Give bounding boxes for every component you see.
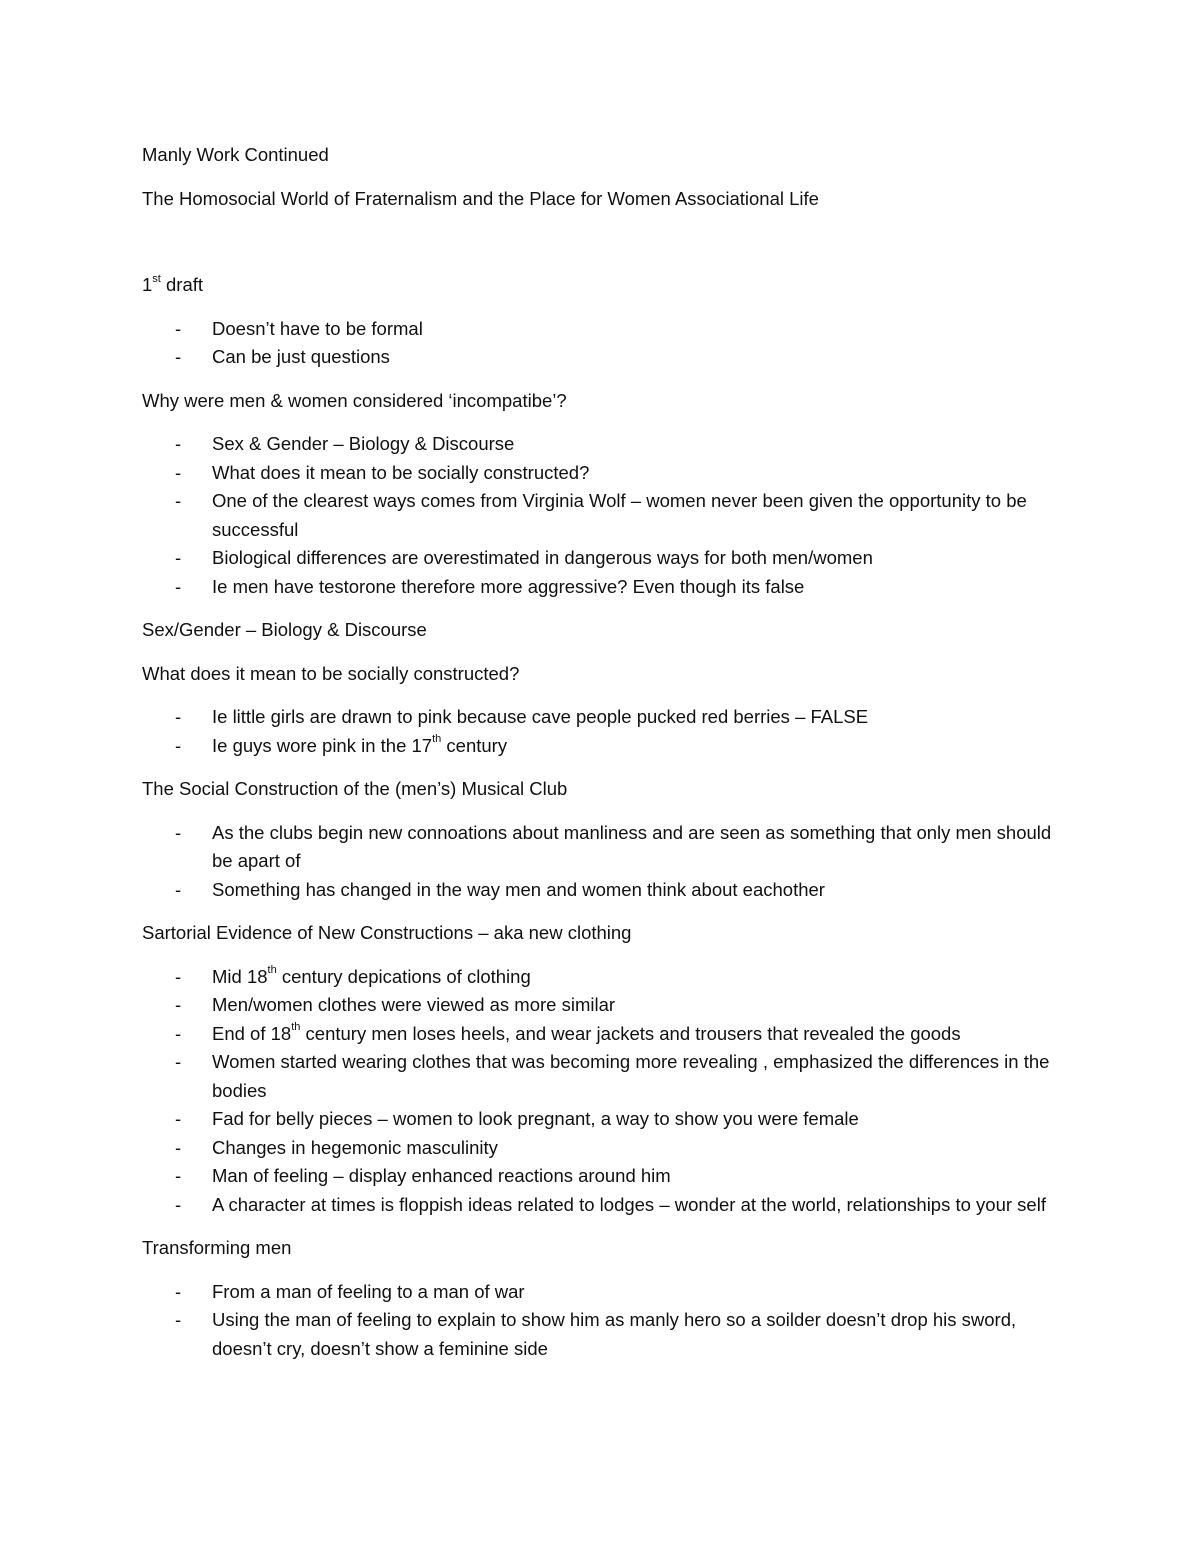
transforming-list xyxy=(142,1278,1072,1364)
list-item: - Mid 18th century depications of clothing xyxy=(142,963,1072,992)
sexgender-heading: Sex/Gender – Biology & Discourse xyxy=(142,619,427,640)
club-list xyxy=(142,819,1072,905)
blank-line xyxy=(142,228,1072,271)
bullet-dash: - xyxy=(175,461,182,483)
bullet-dash: - xyxy=(175,1165,182,1186)
sartorial-heading: Sartorial Evidence of New Constructions – aka new clothing xyxy=(142,922,632,943)
bullet-dash: - xyxy=(175,575,182,597)
list-item: - Doesn’t have to be formal xyxy=(142,315,1072,344)
bullet-dash: - xyxy=(175,706,182,727)
bullet-dash: - xyxy=(175,994,182,1015)
document-body xyxy=(142,141,1072,1378)
draft-superscript: st xyxy=(152,272,161,285)
bullet-dash: - xyxy=(175,346,182,367)
document-subtitle: The Homosocial World of Fraternalism and the Place for Women Associational Life xyxy=(142,187,819,209)
list-item: - Fad for belly pieces – women to look pregnant, a way to show you were female xyxy=(142,1105,1072,1134)
bullet-dash: - xyxy=(175,878,182,900)
list-item: - Man of feeling – display enhanced reactions around him xyxy=(142,1162,1072,1191)
list-item: - Changes in hegemonic masculinity xyxy=(142,1134,1072,1163)
bullet-dash: - xyxy=(175,547,182,568)
list-item: - Men/women clothes were viewed as more similar xyxy=(142,991,1072,1020)
club-heading: The Social Construction of the (men’s) Musical Club xyxy=(142,778,568,799)
why-list xyxy=(142,430,1072,601)
draft-number: 1 xyxy=(142,274,153,295)
bullet-dash: - xyxy=(175,1108,182,1129)
draft-heading xyxy=(142,271,1072,300)
bullet-dash: - xyxy=(175,490,182,511)
list-item: - Something has changed in the way men and women think about eachother xyxy=(142,876,1072,905)
bullet-dash: - xyxy=(175,1136,182,1158)
bullet-dash: - xyxy=(175,965,182,987)
social-list xyxy=(142,703,1072,760)
draft-list xyxy=(142,315,1072,372)
list-item: - Biological differences are overestimated in dangerous ways for both men/women xyxy=(142,544,1072,573)
bullet-dash: - xyxy=(175,1280,182,1302)
bullet-dash: - xyxy=(175,1022,182,1044)
bullet-dash: - xyxy=(175,1309,182,1330)
bullet-dash: - xyxy=(175,317,182,339)
list-item: - Using the man of feeling to explain to show him as manly hero so a soilder doesn’t drop his sword, doesn’t cry, doesn’t show a feminine side xyxy=(142,1306,1072,1363)
list-item: - Can be just questions xyxy=(142,343,1072,372)
why-heading: Why were men & women considered ‘incompatibe’? xyxy=(142,389,567,411)
bullet-dash: - xyxy=(175,433,182,454)
social-heading: What does it mean to be socially constructed? xyxy=(142,662,520,684)
document-title: Manly Work Continued xyxy=(142,144,329,165)
list-item: - As the clubs begin new connoations about manliness and are seen as something that only men should be apart of xyxy=(142,819,1072,876)
list-item: - Ie little girls are drawn to pink because cave people pucked red berries – FALSE xyxy=(142,703,1072,732)
list-item: - From a man of feeling to a man of war xyxy=(142,1278,1072,1307)
bullet-dash: - xyxy=(175,734,182,756)
transforming-heading: Transforming men xyxy=(142,1237,292,1258)
sartorial-list xyxy=(142,963,1072,1220)
bullet-dash: - xyxy=(175,1193,182,1215)
list-item: - Ie men have testorone therefore more aggressive? Even though its false xyxy=(142,573,1072,602)
list-item: - Ie guys wore pink in the 17th century xyxy=(142,732,1072,761)
list-item: - What does it mean to be socially constructed? xyxy=(142,459,1072,488)
list-item: - Sex & Gender – Biology & Discourse xyxy=(142,430,1072,459)
list-item: - A character at times is floppish ideas related to lodges – wonder at the world, relationships to your self xyxy=(142,1191,1072,1220)
draft-word: draft xyxy=(160,274,204,295)
list-item: - Women started wearing clothes that was becoming more revealing , emphasized the differences in the bodies xyxy=(142,1048,1072,1105)
bullet-dash: - xyxy=(175,1051,182,1072)
list-item: - End of 18th century men loses heels, and wear jackets and trousers that revealed the goods xyxy=(142,1020,1072,1049)
list-item: - One of the clearest ways comes from Virginia Wolf – women never been given the opportunity to be successful xyxy=(142,487,1072,544)
bullet-dash: - xyxy=(175,821,182,843)
